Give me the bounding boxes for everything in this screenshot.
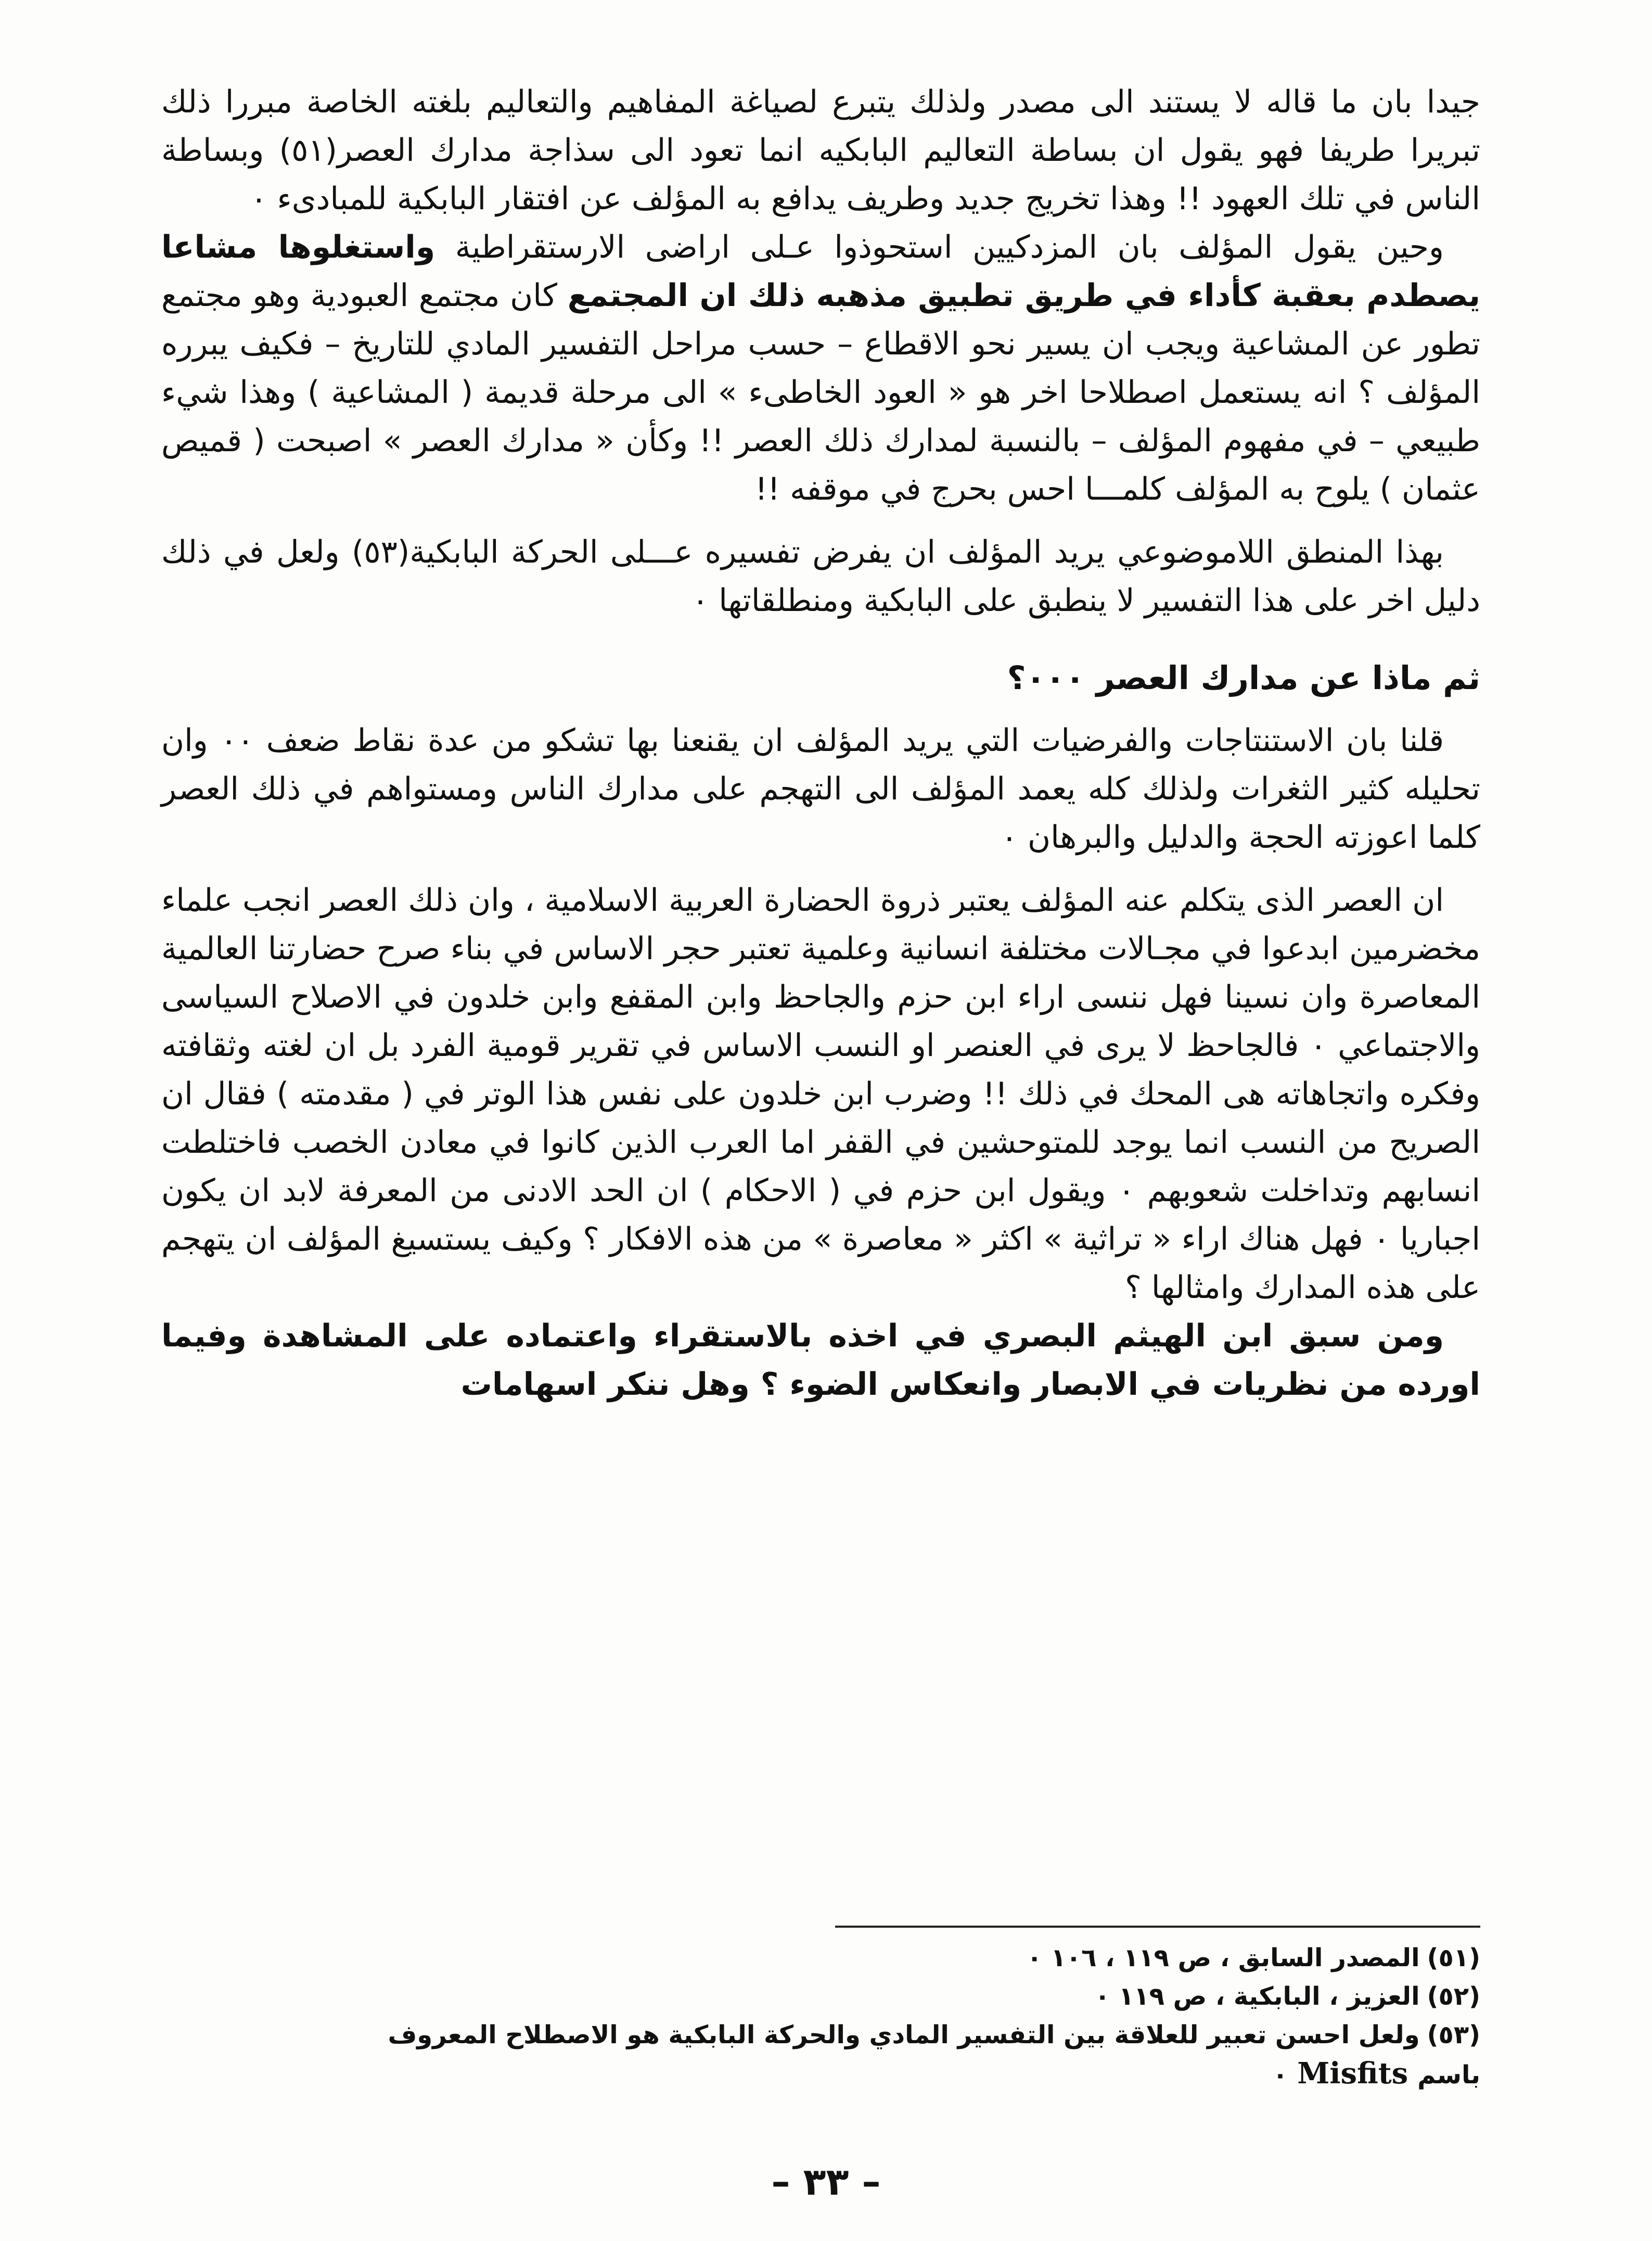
footnote-number: (٥٣) (1427, 2020, 1480, 2049)
footnote-latin-term: Misfits (1297, 2056, 1408, 2091)
paragraph-5: ان العصر الذى يتكلم عنه المؤلف يعتبر ذروة الحضارة العربية الاسلامية ، وان ذلك العصر انجب علماء مخضرمين ابدعوا في مجـالات مختلفة انسانية وعلمية تعتبر حجر الاساس في بناء صرح حضارتنا العالمية المعاصرة وان نسينا فهل ننسى اراء ابن حزم والجاحظ وابن المقفع وابن خلدون في الاصلاح السياسى والاجتماعي ٠ فالجاحظ لا يرى في العنصر او النسب الاساس في تقرير قومية الفرد بل ان لغته وثقافته وفكره واتجاهاته هى المحك في ذلك !! وضرب ابن خلدون على نفس هذا الوتر في ( مقدمته ) فقال ان الصريح من النسب انما يوجد للمتوحشين في القفر اما العرب الذين كانوا في معادن الخصب فاختلطت انسابهم وتداخلت شعوبهم ٠ ويقول ابن حزم في ( الاحكام ) ان الحد الادنى من المعرفة لابد ان يكون اجباريا ٠ فهل هناك اراء « تراثية » اكثر « معاصرة » من هذه الافكار ؟ وكيف يستسيغ المؤلف ان يتهجم على هذه المدارك وامثالها ؟ (161, 882, 1481, 1306)
footnote-51 (161, 1939, 1480, 1977)
paragraph-2-part-2: كان مجتمع العبودية وهو مجتمع تطور عن المشاعية ويجب ان يسير نحو الاقطاع – حسب مراحل التفسير المادي للتاريخ – فكيف يبرره المؤلف ؟ انه يستعمل اصطلاحا اخر هو « العود الخاطىء » الى مرحلة قديمة ( المشاعية ) وهذا شيء طبيعي – في مفهوم المؤلف – بالنسبة لمدارك ذلك العصر !! وكأن « مدارك العصر » اصبحت ( قميص عثمان ) يلوح به المؤلف كلمـــا احس بحرج في موقفه !! (161, 277, 1480, 507)
footnote-text: ولعل احسن تعبير للعلاقة بين التفسير المادي والحركة البابكية هو الاصطلاح المعروف (388, 2020, 1420, 2049)
paragraph-3: بهذا المنطق اللاموضوعي يريد المؤلف ان يفرض تفسيره عـــلى الحركة البابكية(٥٣) ولعل في ذلك دليل اخر على هذا التفسير لا ينطبق على البابكية ومنطلقاتها ٠ (161, 534, 1480, 619)
page-number: – ٣٣ – (771, 2160, 881, 2204)
paragraph-6: ومن سبق ابن الهيثم البصري في اخذه بالاستقراء واعتماده على المشاهدة وفيما اورده من نظريات في الابصار وانعكاس الضوء ؟ وهل ننكر اسهامات (161, 1318, 1480, 1403)
footnote-53 (161, 2016, 1480, 2054)
footnote-text: العزيز ، البابكية ، ص ١١٩ ٠ (1094, 1982, 1420, 2011)
main-text (161, 78, 1480, 1409)
paragraph-2-bold-part: واستغلوها مشاعا يصطدم بعقبة كأداء في طريق تطبيق مذهبه ذلك ان المجتمع (161, 229, 1480, 314)
paragraph-1: جيدا بان ما قاله لا يستند الى مصدر ولذلك يتبرع لصياغة المفاهيم والتعاليم بلغته الخاصة مبررا ذلك تبريرا طريفا فهو يقول ان بساطة التعاليم البابكيه انما تعود الى سذاجة مدارك العصر(٥١) وبساطة الناس في تلك العهود !! وهذا تخريج جديد وطريف يدافع به المؤلف عن افتقار البابكية للمبادىء ٠ (161, 84, 1480, 217)
footnote-text: المصدر السابق ، ص ١١٩ ، ١٠٦ ٠ (1027, 1943, 1420, 1972)
footnote-prefix: باسم (1417, 2060, 1480, 2090)
paragraph-2-part-1: وحين يقول المؤلف بان المزدكيين استحوذوا عـلى اراضى الارستقراطية (455, 229, 1444, 265)
footnote-number: (٥٢) (1427, 1982, 1480, 2011)
footnote-separator (835, 1926, 1480, 1928)
paragraph-2 (161, 223, 1480, 514)
footnotes (161, 1939, 1480, 2094)
section-heading: ثم ماذا عن مدارك العصر ٠٠٠؟ (1007, 659, 1480, 697)
footnote-number: (٥١) (1427, 1943, 1480, 1972)
paragraph-4: قلنا بان الاستنتاجات والفرضيات التي يريد المؤلف ان يقنعنا بها تشكو من عدة نقاط ضعف ٠٠ وان تحليله كثير الثغرات ولذلك كله يعمد المؤلف الى التهجم على مدارك الناس ومستواهم في ذلك العصر كلما اعوزته الحجة والدليل والبرهان ٠ (161, 722, 1480, 856)
footnote-suffix: ٠ (1272, 2060, 1288, 2090)
footnote-52 (161, 1977, 1480, 2016)
footnote-53-continuation (161, 2054, 1480, 2094)
